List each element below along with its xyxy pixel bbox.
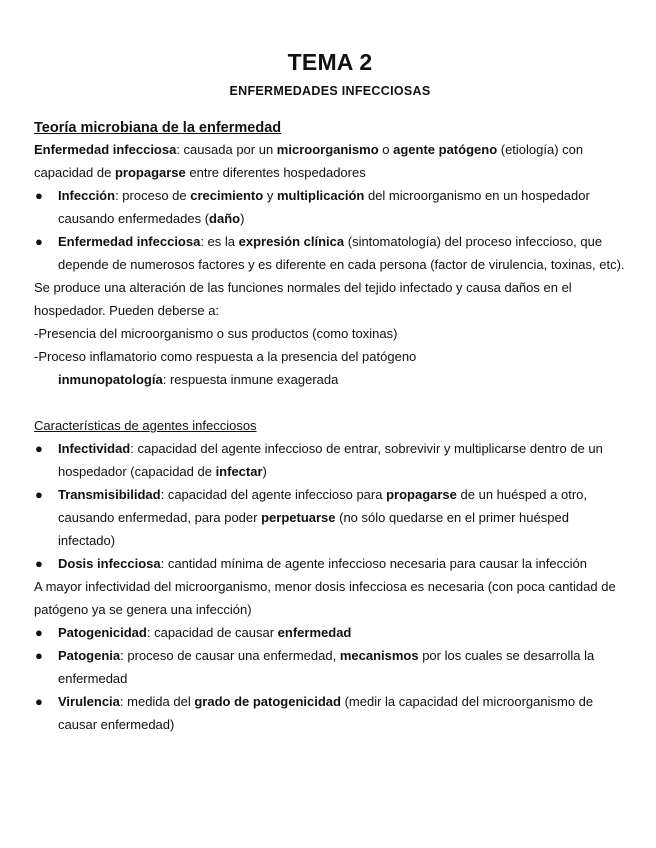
bullet-icon: ●	[35, 188, 43, 203]
list-item: ● Infección: proceso de crecimiento y multiplicación del microorganismo en un hospedador causando enfermedades (daño)	[34, 184, 626, 230]
bullet-icon: ●	[35, 625, 43, 640]
bullet-icon: ●	[35, 694, 43, 709]
cause-line-inflammation: -Proceso inflamatorio como respuesta a la presencia del patógeno	[34, 349, 417, 364]
list-item: ● Enfermedad infecciosa: es la expresión clínica (sintomatología) del proceso infeccioso, que depende de numerosos factores y es diferente en cada persona (factor de virulencia, toxinas, etc).	[34, 230, 626, 276]
bullet-list-patogenicidad	[34, 621, 626, 736]
bullet-icon: ●	[35, 234, 43, 249]
list-item: ● Virulencia: medida del grado de patogenicidad (medir la capacidad del microorganismo de causar enfermedad)	[34, 690, 626, 736]
infectivity-paragraph: A mayor infectividad del microorganismo, menor dosis infecciosa es necesaria (con poca cantidad de patógeno ya se genera una infección)	[34, 579, 616, 617]
bullet-icon: ●	[35, 648, 43, 663]
page-subtitle: ENFERMEDADES INFECCIOSAS	[229, 84, 431, 98]
intro-paragraph: Enfermedad infecciosa: causada por un microorganismo o agente patógeno (etiología) con capacidad de propagarse entre diferentes hospedadores	[34, 142, 584, 180]
section-heading-caracteristicas: Características de agentes infecciosos	[34, 418, 257, 433]
list-item: ● Patogenicidad: capacidad de causar enfermedad	[34, 621, 626, 644]
list-item: ● Infectividad: capacidad del agente infeccioso de entrar, sobrevivir y multiplicarse dentro de un hospedador (capacidad de infectar)	[34, 437, 626, 483]
list-item: ● Transmisibilidad: capacidad del agente infeccioso para propagarse de un huésped a otro, causando enfermedad, para poder perpetuarse (no sólo quedarse en el primer huésped infectado)	[34, 483, 626, 552]
alteration-paragraph: Se produce una alteración de las funciones normales del tejido infectado y causa daños en el hospedador. Pueden deberse a:	[34, 280, 572, 318]
bullet-list-caracteristicas	[34, 437, 626, 575]
bullet-icon: ●	[35, 487, 43, 502]
list-item: ● Dosis infecciosa: cantidad mínima de agente infeccioso necesaria para causar la infección	[34, 552, 626, 575]
immunopathology-line: inmunopatología: respuesta inmune exagerada	[58, 372, 339, 387]
list-item: ● Patogenia: proceso de causar una enfermedad, mecanismos por los cuales se desarrolla la enfermedad	[34, 644, 626, 690]
cause-line-presence: -Presencia del microorganismo o sus productos (como toxinas)	[34, 326, 398, 341]
section-heading-teoria: Teoría microbiana de la enfermedad	[34, 120, 282, 136]
bullet-icon: ●	[35, 556, 43, 571]
bullet-icon: ●	[35, 441, 43, 456]
bullet-list-teoria	[34, 184, 626, 276]
page-title: TEMA 2	[287, 49, 373, 75]
